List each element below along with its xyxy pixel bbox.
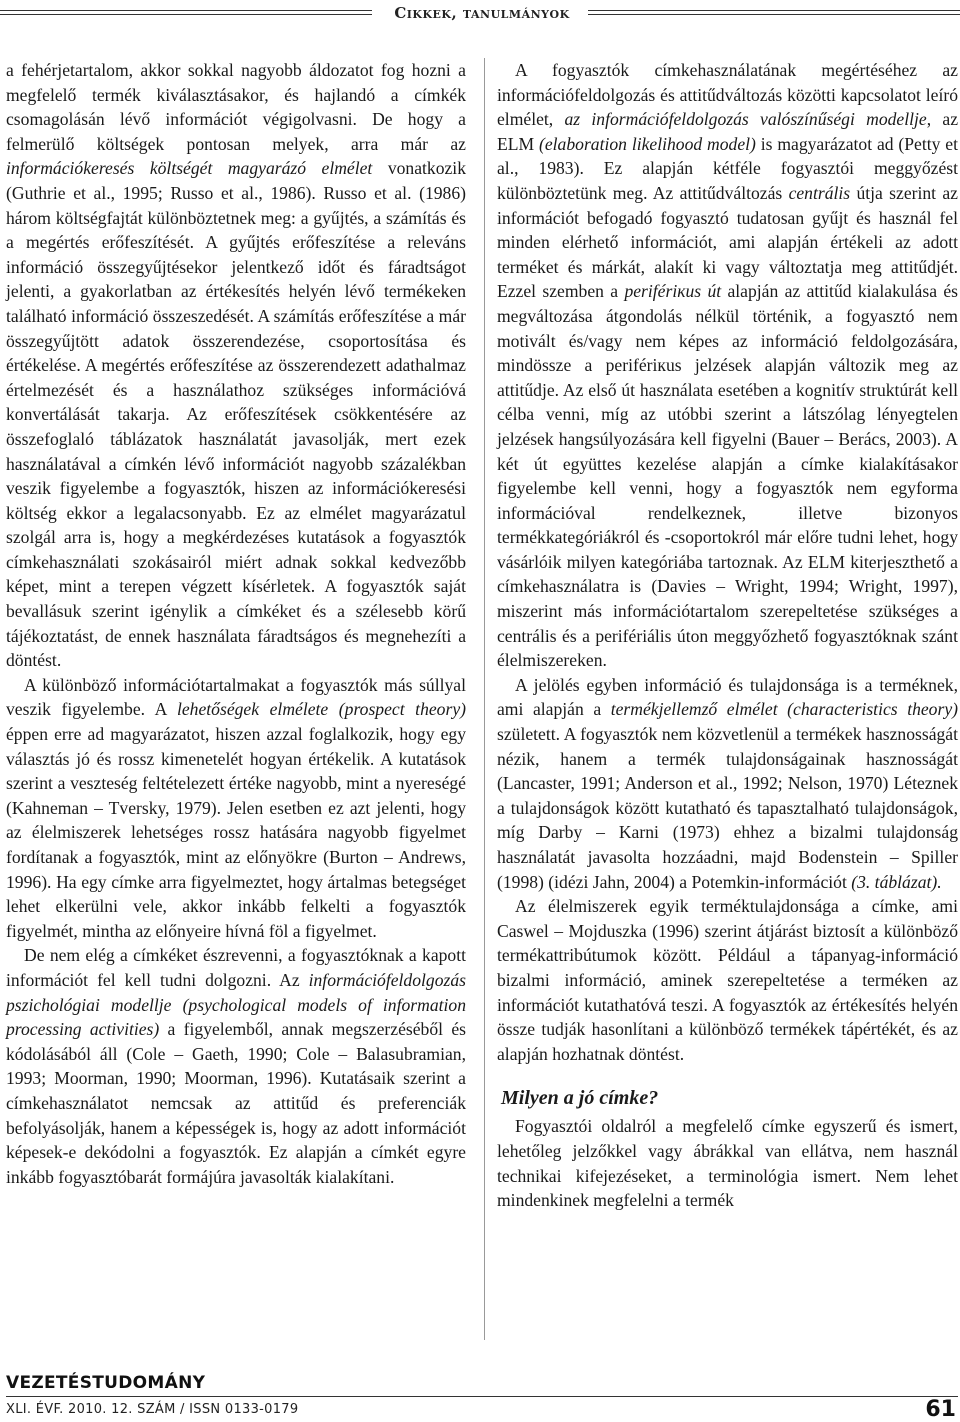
text-run: alapján az attitűd kialakulása és megváltozása átgondolás nélkül történik, a fogyasztó nem motivált és/vagy nem képes az információ feldolgozására, mindössze a perifériкus jelzések alapján változik meg az attitűdje. Az első út használata esetében a kognitív struktúrát kell célba venni, míg az utóbbi szerint a látszólag lényegtelen jelzések hangsúlyozására kell figyelni (Bauer – Berács, 2003). A két út együttes kezelése alapján a címke kialakításakor figyelembe kell venni, hogy a fogyasztók nem egyforma információval rendelkeznek, illetve bizonyos termékkategóriákról és -csoportokról már előre tudni lehet, hogy vásárlóik milyen kategóriába tartoznak. Az ELM kiterjeszthető a címkehasználatra is (Davies – Wright, 1994; Wright, 1997), miszerint más információtartalom szerepeltetése szükséges a centrális és a perifériális úton meggyőzhető fogyasztóknak szánt élelmiszereken. — [497, 281, 959, 671]
right-column — [497, 58, 958, 1213]
section-title: Cikkek, tanulmányok — [394, 4, 570, 22]
italic-term: centrális — [788, 182, 851, 203]
header-rule-right — [588, 10, 960, 15]
text-run: a fehérjetartalom, akkor sokkal nagyobb áldozatot fog hozni a megfelelő termék kiválasztásakor, és hajlandó a címkék csomagolásán lévő információt végigolvasni. De hogy a felmerülő költségek pontosan melyek, arra már az — [6, 60, 466, 154]
paragraph — [6, 943, 466, 1189]
text-run: A különböző információtartalmakat a fogyasztók más súllyal veszik figyelembe. A — [6, 674, 466, 720]
text-run: Az élelmiszerek egyik terméktulajdonsága a címke, ami Caswel – Mojduszka (1996) szerint átjárást biztosít a különböző termékattribútumok között. Például a tápanyag-információ bizalmi információ, aminek szerepeltetése a terméken az információt kutathatóvá teszi. A fogyasztók az értékesítés helyén össze tudják hasonlítani a különböző termékek tápértékét, és az alapján hozhatnak döntést. — [497, 896, 958, 1064]
italic-term: lehetőségek elmélete (prospect theory) — [176, 699, 466, 720]
text-run: A jelölés egyben információ és tulajdonsága is a terméknek, ami alapján a — [497, 674, 958, 720]
running-header — [0, 4, 960, 24]
italic-term: az információfeldolgozás valószínűségi modellje — [564, 109, 927, 130]
paragraph — [497, 894, 958, 1066]
text-run: is magyarázatot ad (Petty et al., 1983). Ez alapján kétféle fogyasztói meggyőzést különböztetünk meg. Az attitűdváltozás — [497, 133, 958, 203]
column-divider — [484, 58, 485, 1340]
italic-term: termékjellemző elmélet (characteristics theory) — [610, 699, 958, 720]
text-run: vonatkozik (Guthrie et al., 1995; Russo et al., 1986). Russo et al. (1986) három költségfajtát különböztetnek meg: a gyűjtés, a számítás és a megértés erőfeszítését. A gyűjtés erőfeszítése a releváns információ összegyűjtésekor jelentkező időt és fáradtságot jelenti, a gyakorlatban az értékesítés helyén lévő termékeken található információ összeszedését. A számítás erőfeszítése a már összegyűjtött adatok összerendezése, csoportosítása és értékelése. A megértés erőfeszítése az összerendezett adathalmaz értelmezését és a használathoz szükséges információvá konvertálását takarja. Az erőfeszítések csökkentésére az összefoglaló táblázatok használatát javasolják, mert ezek használatával a címkén lévő információt nagyobb százalékban veszik figyelembe a fogyasztók, hiszen az információkeresési költség ekkor a legalacsonyabb. Ez az elmélet magyarázatul szolgál arra is, hogy a megkérdezéses kutatások a fogyasztók címkehasználati szokásairól miért adnak sokkal kedvezőbb képet, mint a terepen végzett kísérletek. A fogyasztók saját bevallásuk szerint igénylik a címkéket és a szélesebb körű tájékoztatást, de ennek használata fáradtságos és megnehezíti a döntést. — [6, 158, 466, 671]
italic-term: (3. táblázat). — [851, 871, 942, 892]
footer-rule — [6, 1396, 958, 1397]
text-run: A fogyasztók címkehasználatának megértéséhez az információfeldolgozás és attitűdváltozás közötti kapcsolatot leíró elmélet, — [497, 60, 958, 130]
issue-info: XLI. ÉVF. 2010. 12. SZÁM / ISSN 0133-0179 — [6, 1402, 299, 1417]
text-run: született. A fogyasztók nem közvetlenül a termékek hasznosságát nézik, hanem a termék tulajdonságainak hasznosságát (Lancaster, 1991; Anderson et al., 1992; Nelson, 1970) Léteznek a tulajdonságok között kutatható és tapasztalható tulajdonságok, míg Darby – Karni (1973) ehhez a bizalmi tulajdonság használatát javasolta hozzáadni, majd Bodenstein – Spiller (1998) (idézi Jahn, 2004) a Potemkin-információt — [497, 724, 958, 892]
paragraph: Fogyasztói oldalról a megfelelő címke egyszerű és ismert, lehetőleg jelzőkkel vagy ábrákkal van ellátva, nem használ technikai kifejezéseket, a terminológia ismert. Nem lehet mindenkinek megfelelni a termék — [497, 1116, 958, 1211]
section-subheading: Milyen a jó címke? — [501, 1087, 659, 1110]
text-run: éppen erre ad magyarázatot, hiszen azzal foglalkozik, hogy egy választás jó és rossz kimenetelét hogyan értékelik. A kutatások szerint a veszteség feltételezett értéke nagyobb, mint a nyereségé (Kahneman – Tversky, 1979). Jelen esetben ez azt jelenti, hogy az élelmiszerek lehetséges rossz hatására nagyobb figyelmet fordítanak a fogyasztók, mint az előnyökre (Burton – Andrews, 1996). Ha egy címke arra figyelmeztet, hogy ártalmas betegséget lehet elkerülni vele, akkor inkább felkelti a fogyasztók figyelmét, mintha az előnyeire hívná föl a figyelmet. — [6, 724, 466, 941]
text-run: De nem elég a címkéket észrevenni, a fogyasztóknak a kapott információt fel kell tudni dolgozni. Az — [6, 945, 466, 990]
paragraph — [6, 673, 466, 944]
italic-term: perifériкus út — [624, 281, 722, 302]
italic-term: információfeldolgozás pszichológiai modellje (psychological models of information processing activities) — [6, 969, 466, 1040]
header-rule-left — [0, 10, 372, 15]
italic-term: (elaboration likelihood model) — [539, 133, 756, 154]
text-run: a figyelemből, annak megszerzéséből és kódolásából áll (Cole – Gaeth, 1990; Cole – Balasubramian, 1993; Moorman, 1990; Moorman, 1996). Kutatásaik szerint a címkehasználatot nemcsak az attitűd és preferenciák befolyásolják, hanem a képességek is, hogy az adott információt képesek-e dekódolni a fogyasztók. Ez alapján a címkét egyre inkább fogyasztóbarát formájúra javasolták kialakítani. — [6, 1019, 466, 1187]
paragraph — [497, 58, 958, 673]
paragraph — [497, 673, 958, 894]
paragraph — [6, 58, 466, 673]
page-number: 61 — [925, 1397, 956, 1422]
text-run: útja szerint az információt befogadó fogyasztó tudatosan gyűjt és használ fel minden elérhető információt, ami alapján értékeli az adott terméket és márkát, alakít ki vagy változtatja meg attitűdjét. Ezzel szemben a — [497, 182, 958, 302]
left-column — [6, 58, 466, 1189]
italic-term: információkeresés költségét magyarázó elmélet — [6, 158, 373, 179]
text-run: , az ELM — [497, 109, 959, 154]
journal-title: VEZETÉSTUDOMÁNY — [6, 1373, 206, 1393]
